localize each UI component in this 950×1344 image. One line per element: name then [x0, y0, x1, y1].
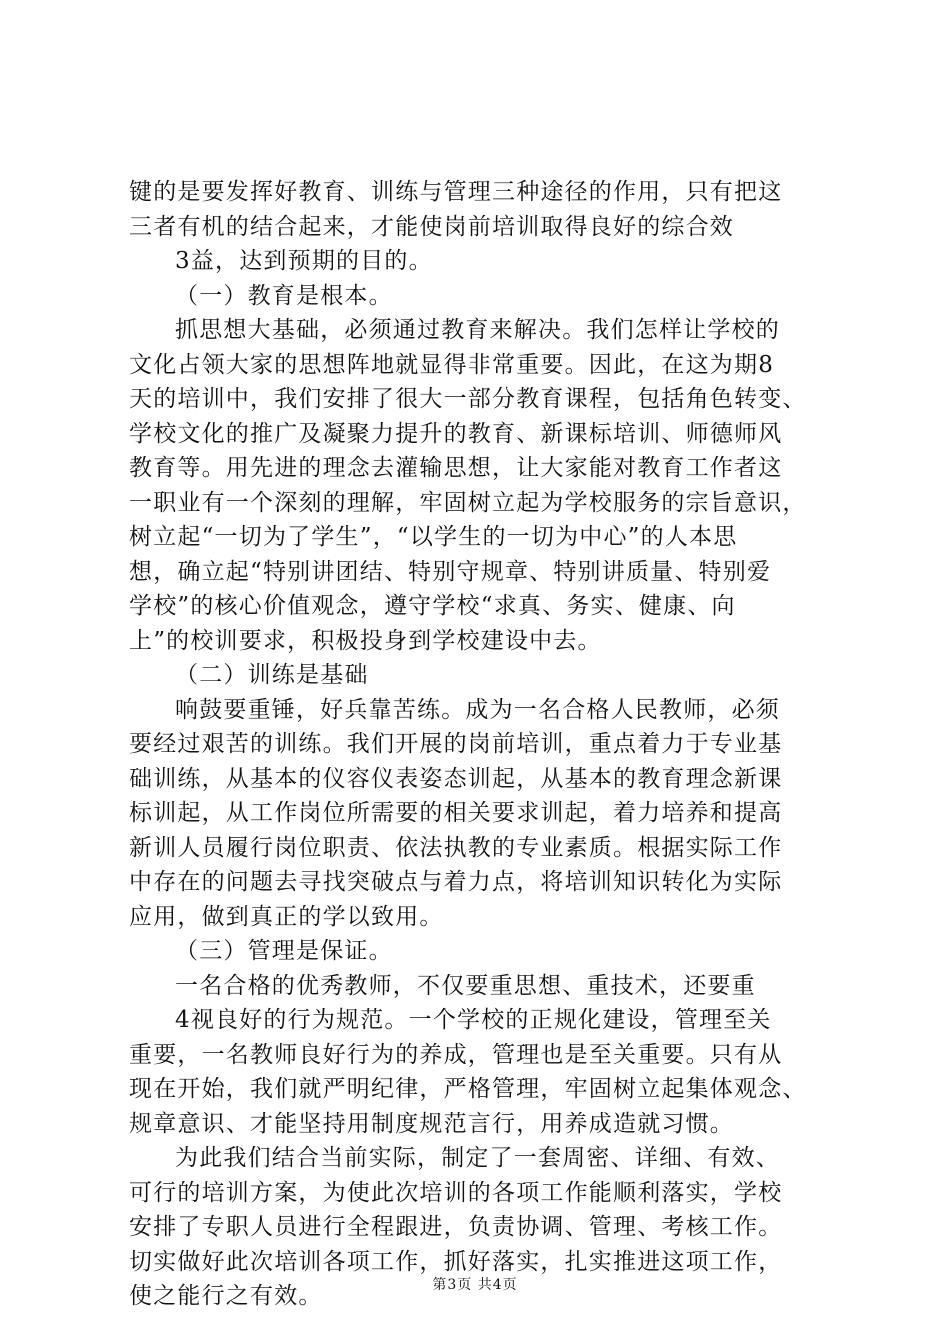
text-line: 础训练，从基本的仪容仪表姿态训起，从基本的教育理念新课	[129, 765, 783, 792]
text-line: 上”的校训要求，积极投身到学校建设中去。	[129, 627, 602, 654]
text-line: 想，确立起“特别讲团结、特别守规章、特别讲质量、特别爱	[129, 558, 772, 585]
text-line: 使之能行之有效。	[129, 1283, 323, 1309]
text-line: 响鼓要重锤，好兵靠苦练。成为一名合格人民教师，必须	[175, 696, 780, 723]
text-line: 现在开始，我们就严明纪律，严格管理，牢固树立起集体观念、	[129, 1076, 807, 1102]
text-line: 天的培训中，我们安排了很大一部分教育课程，包括角色转变、	[129, 386, 807, 412]
text-line: 4视良好的行为规范。一个学校的正规化建设，管理至关	[175, 1007, 772, 1033]
text-line: 规章意识、才能坚持用制度规范言行，用养成造就习惯。	[129, 1110, 734, 1137]
text-line: 标训起，从工作岗位所需要的相关要求训起，着力培养和提高	[129, 800, 783, 826]
text-line: 应用，做到真正的学以致用。	[129, 903, 444, 930]
section-heading: （一）教育是根本。	[175, 282, 393, 309]
text-line: 中存在的问题去寻找突破点与着力点，将培训知识转化为实际	[129, 869, 783, 895]
text-line: 安排了专职人员进行全程跟进，负责协调、管理、考核工作。	[129, 1214, 783, 1240]
text-line: 为此我们结合当前实际，制定了一套周密、详细、有效、	[175, 1145, 780, 1171]
text-line: 树立起“一切为了学生”，“以学生的一切为中心”的人本思	[129, 524, 738, 550]
text-line: 重要，一名教师良好行为的养成，管理也是至关重要。只有从	[129, 1041, 783, 1068]
text-line: 一职业有一个深刻的理解，牢固树立起为学校服务的宗旨意识，	[129, 489, 807, 516]
text-line: 切实做好此次培训各项工作，抓好落实，扎实推进这项工作，	[129, 1248, 783, 1275]
section-heading: （三）管理是保证。	[175, 938, 393, 964]
text-line: 抓思想大基础，必须通过教育来解决。我们怎样让学校的	[175, 317, 780, 343]
text-line: 新训人员履行岗位职责、依法执教的专业素质。根据实际工作	[129, 834, 783, 861]
text-line: 要经过艰苦的训练。我们开展的岗前培训，重点着力于专业基	[129, 731, 783, 757]
text-line: 教育等。用先进的理念去灌输思想，让大家能对教育工作者这	[129, 455, 783, 481]
text-line: 文化占领大家的思想阵地就显得非常重要。因此，在这为期8	[129, 351, 775, 378]
text-line: 键的是要发挥好教育、训练与管理三种途径的作用，只有把这	[129, 179, 783, 205]
text-line: 三者有机的结合起来，才能使岗前培训取得良好的综合效	[129, 213, 734, 240]
text-line: 可行的培训方案，为使此次培训的各项工作能顺利落实，学校	[129, 1179, 783, 1206]
page-number-footer: 第3页 共4页	[432, 1277, 518, 1293]
section-heading: （二）训练是基础	[175, 662, 369, 688]
text-line: 3益，达到预期的目的。	[175, 248, 433, 274]
document-body	[129, 175, 829, 1314]
text-line: 一名合格的优秀教师，不仅要重思想、重技术，还要重	[175, 972, 756, 999]
text-line: 学校文化的推广及凝聚力提升的教育、新课标培训、师德师风	[129, 420, 783, 447]
text-line: 学校”的核心价值观念，遵守学校“求真、务实、健康、向	[129, 593, 736, 619]
